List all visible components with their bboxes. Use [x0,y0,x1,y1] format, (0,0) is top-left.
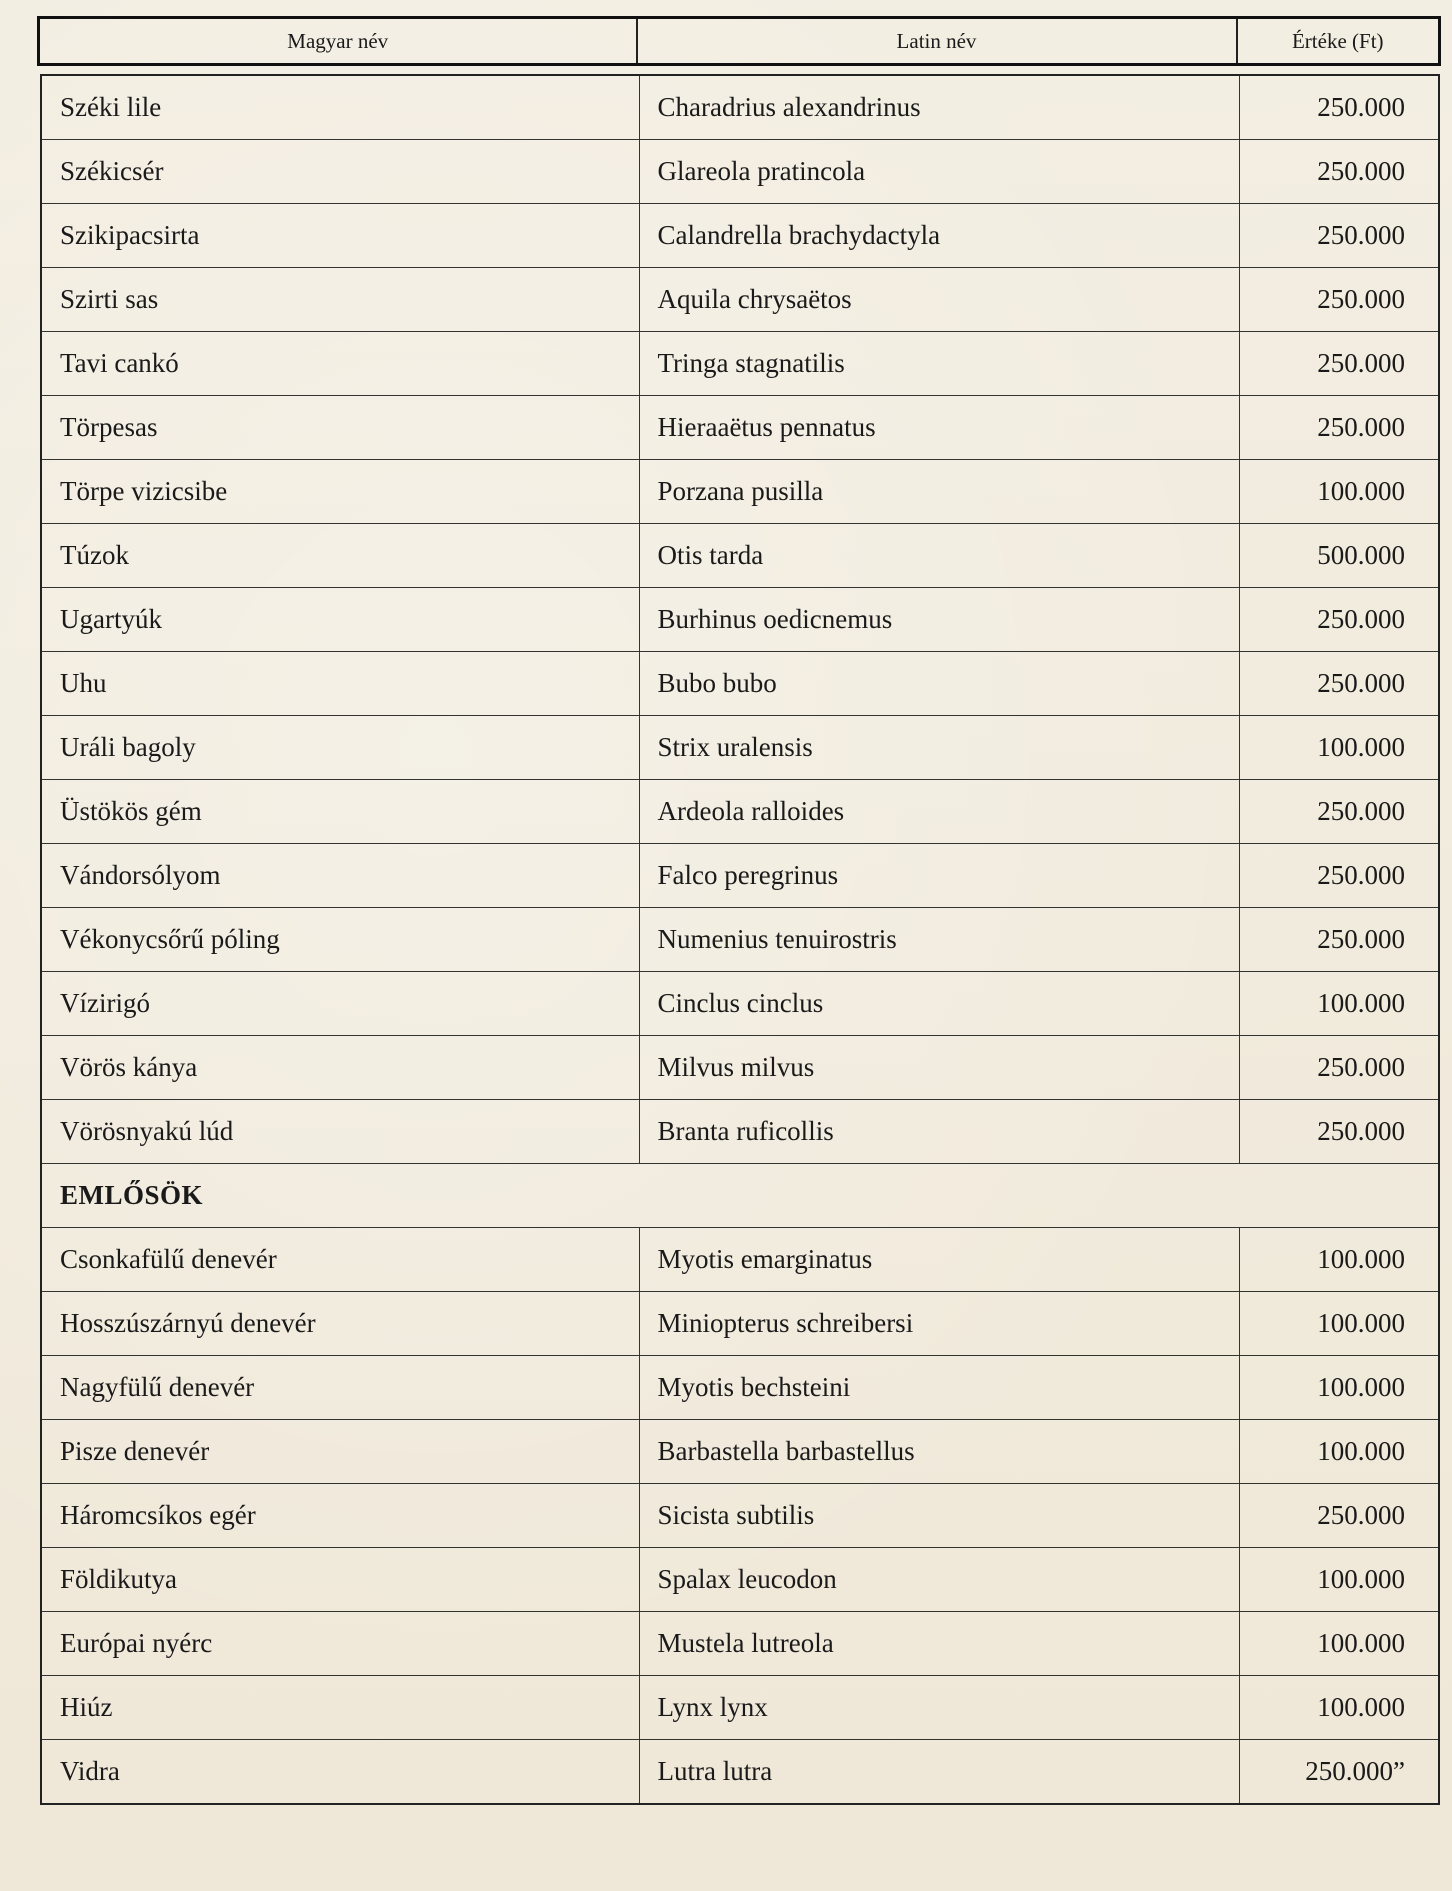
value-cell: 100.000 [1239,716,1439,780]
hungarian-name-cell: Uhu [41,652,639,716]
hungarian-name-cell: Vízirigó [41,972,639,1036]
table-row [41,588,1439,652]
value-cell: 250.000 [1239,268,1439,332]
table-row [41,1036,1439,1100]
latin-name-cell: Myotis bechsteini [639,1356,1239,1420]
header-latin-name: Latin név [637,18,1237,65]
hungarian-name-cell: Nagyfülű denevér [41,1356,639,1420]
value-cell: 100.000 [1239,1292,1439,1356]
latin-name-cell: Milvus milvus [639,1036,1239,1100]
hungarian-name-cell: Földikutya [41,1548,639,1612]
latin-name-cell: Cinclus cinclus [639,972,1239,1036]
table-row [41,1548,1439,1612]
hungarian-name-cell: Tavi cankó [41,332,639,396]
table-row [41,908,1439,972]
hungarian-name-cell: Vékonycsőrű póling [41,908,639,972]
table-row [41,396,1439,460]
table-row [41,1228,1439,1292]
hungarian-name-cell: Háromcsíkos egér [41,1484,639,1548]
section-title: EMLŐSÖK [41,1164,1439,1228]
value-cell: 100.000 [1239,1356,1439,1420]
table-header [37,16,1441,66]
value-cell: 100.000 [1239,1420,1439,1484]
value-cell: 100.000 [1239,1548,1439,1612]
table-row [41,1356,1439,1420]
hungarian-name-cell: Vándorsólyom [41,844,639,908]
header-value: Értéke (Ft) [1291,28,1384,53]
hungarian-name-cell: Európai nyérc [41,1612,639,1676]
value-cell: 500.000 [1239,524,1439,588]
table-row [41,1420,1439,1484]
latin-name-cell: Ardeola ralloides [639,780,1239,844]
table-row [41,1676,1439,1740]
hungarian-name-cell: Törpe vizicsibe [41,460,639,524]
latin-name-cell: Branta ruficollis [639,1100,1239,1164]
latin-name-cell: Miniopterus schreibersi [639,1292,1239,1356]
value-cell: 250.000 [1239,780,1439,844]
value-cell: 100.000 [1239,460,1439,524]
species-table [40,74,1440,1805]
hungarian-name-cell: Széki lile [41,75,639,140]
hungarian-name-cell: Uráli bagoly [41,716,639,780]
table-row [41,1484,1439,1548]
table-row [41,204,1439,268]
table-row [41,268,1439,332]
table-row [41,524,1439,588]
hungarian-name-cell: Vörösnyakú lúd [41,1100,639,1164]
hungarian-name-cell: Ugartyúk [41,588,639,652]
table-row [41,844,1439,908]
latin-name-cell: Burhinus oedicnemus [639,588,1239,652]
latin-name-cell: Numenius tenuirostris [639,908,1239,972]
header-row [39,18,1440,65]
table-row [41,780,1439,844]
latin-name-cell: Lutra lutra [639,1740,1239,1805]
latin-name-cell: Glareola pratincola [639,140,1239,204]
table-row [41,1612,1439,1676]
value-cell: 250.000 [1239,908,1439,972]
header-hungarian-name: Magyar név [39,18,637,65]
table-row [41,1740,1439,1805]
latin-name-cell: Bubo bubo [639,652,1239,716]
hungarian-name-cell: Hosszúszárnyú denevér [41,1292,639,1356]
table-row [41,332,1439,396]
latin-name-cell: Sicista subtilis [639,1484,1239,1548]
latin-name-cell: Tringa stagnatilis [639,332,1239,396]
table-row [41,972,1439,1036]
latin-name-cell: Barbastella barbastellus [639,1420,1239,1484]
hungarian-name-cell: Székicsér [41,140,639,204]
table-row [41,652,1439,716]
value-cell: 250.000 [1239,140,1439,204]
hungarian-name-cell: Hiúz [41,1676,639,1740]
value-cell: 250.000 [1239,1484,1439,1548]
latin-name-cell: Strix uralensis [639,716,1239,780]
hungarian-name-cell: Szikipacsirta [41,204,639,268]
section-row [41,1164,1439,1228]
value-cell: 250.000 [1239,844,1439,908]
value-cell: 100.000 [1239,1612,1439,1676]
value-cell: 250.000 [1317,92,1405,122]
table-row [41,716,1439,780]
latin-name-cell: Lynx lynx [639,1676,1239,1740]
value-cell: 250.000 [1239,332,1439,396]
latin-name-cell: Calandrella brachydactyla [639,204,1239,268]
table-row [41,75,1439,140]
latin-name-cell: Myotis emarginatus [639,1228,1239,1292]
value-cell: 100.000 [1239,1676,1439,1740]
hungarian-name-cell: Üstökös gém [41,780,639,844]
hungarian-name-cell: Csonkafülű denevér [41,1228,639,1292]
hungarian-name-cell: Szirti sas [41,268,639,332]
latin-name-cell: Otis tarda [639,524,1239,588]
value-cell: 250.000 [1239,1036,1439,1100]
latin-name-cell: Aquila chrysaëtos [639,268,1239,332]
hungarian-name-cell: Törpesas [41,396,639,460]
latin-name-cell: Charadrius alexandrinus [639,75,1239,140]
table-row [41,460,1439,524]
value-cell: 250.000 [1239,588,1439,652]
table-row [41,1100,1439,1164]
hungarian-name-cell: Túzok [41,524,639,588]
latin-name-cell: Hieraaëtus pennatus [639,396,1239,460]
table-row [41,140,1439,204]
latin-name-cell: Porzana pusilla [639,460,1239,524]
value-cell: 250.000” [1239,1740,1439,1805]
table-row [41,1292,1439,1356]
species-table-body [41,75,1439,1804]
hungarian-name-cell: Vidra [41,1740,639,1805]
value-cell: 250.000 [1239,396,1439,460]
value-cell: 250.000 [1239,204,1439,268]
latin-name-cell: Falco peregrinus [639,844,1239,908]
hungarian-name-cell: Vörös kánya [41,1036,639,1100]
value-cell: 250.000 [1239,652,1439,716]
latin-name-cell: Spalax leucodon [639,1548,1239,1612]
value-cell: 100.000 [1239,972,1439,1036]
hungarian-name-cell: Pisze denevér [41,1420,639,1484]
value-cell: 250.000 [1239,1100,1439,1164]
latin-name-cell: Mustela lutreola [639,1612,1239,1676]
value-cell: 100.000 [1239,1228,1439,1292]
